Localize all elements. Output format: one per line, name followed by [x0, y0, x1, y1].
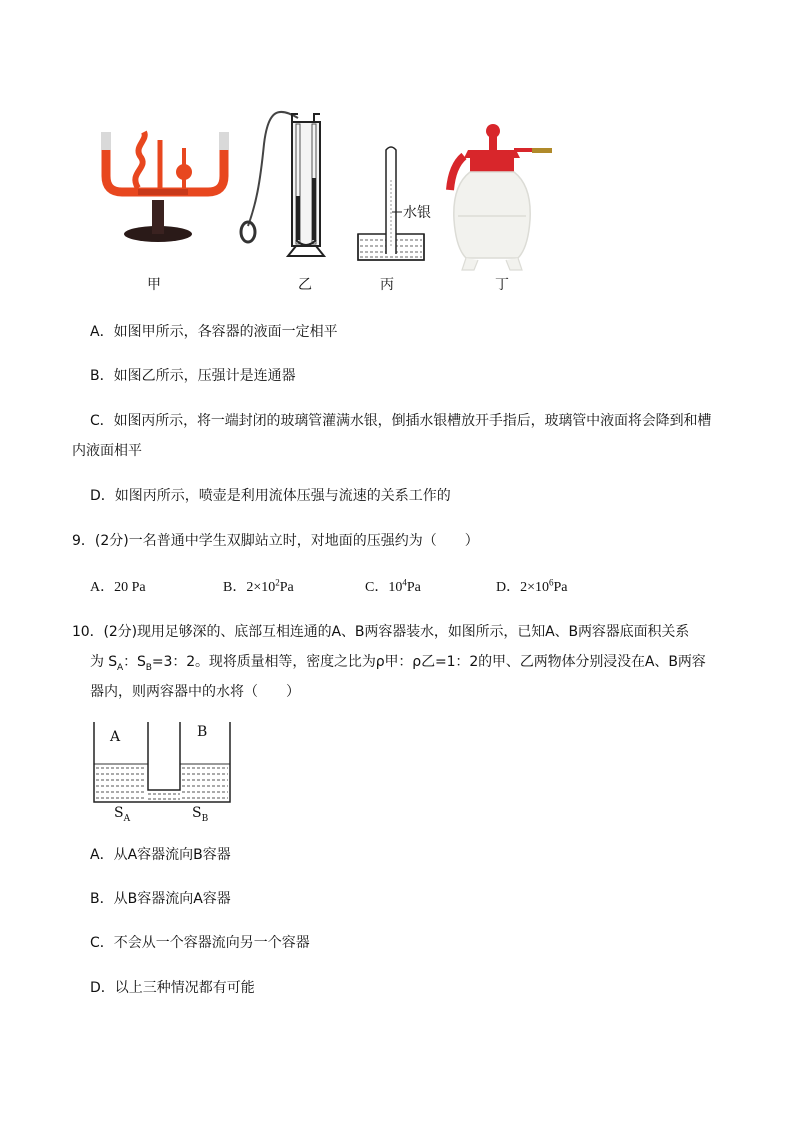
q9-option-c: C．$10^4Pa$ [365, 577, 421, 595]
q8-option-c-line2: 内液面相平 [72, 443, 142, 459]
q8-option-b: B．如图乙所示，压强计是连通器 [90, 368, 296, 384]
q9-option-b: B．$2\times 10^2Pa$ [223, 577, 294, 595]
container-a-label: A [110, 729, 121, 745]
spray-bottle-figure [444, 124, 554, 272]
q10-option-b: B．从B容器流向A容器 [90, 891, 231, 907]
container-b-label: B [197, 724, 208, 740]
q9-option-d: D．$2\times 10^6Pa$ [496, 577, 568, 595]
figure-caption-jia: 甲 [147, 277, 161, 293]
q10-stem-line3: 器内，则两容器中的水将（ ） [90, 684, 300, 700]
q10-option-c: C．不会从一个容器流向另一个容器 [90, 935, 310, 951]
q9-option-a: A．20 Pa [90, 580, 146, 595]
q10-option-d: D．以上三种情况都有可能 [90, 980, 255, 996]
figure-caption-bing: 丙 [380, 277, 394, 293]
area-sa-label: $S_A$ [114, 805, 131, 824]
area-sb-label: $S_B$ [192, 805, 209, 824]
q10-stem-line2: 为 $S_A$：$S_B=3$：2。现将质量相等，密度之比为ρ甲：ρ乙=1：2的甲、乙两物体分别浸没在A、B两容 [90, 654, 706, 673]
q9-stem: 9．(2分)一名普通中学生双脚站立时，对地面的压强约为（ ） [72, 533, 479, 549]
figure-caption-ding: 丁 [495, 277, 509, 293]
figure-caption-yi: 乙 [298, 277, 312, 293]
q8-option-a: A．如图甲所示，各容器的液面一定相平 [90, 324, 338, 340]
q8-option-c-line1: C．如图丙所示，将一端封闭的玻璃管灌满水银，倒插水银槽放开手指后，玻璃管中液面将会降到和槽 [90, 413, 712, 429]
q10-stem-line1: 10．(2分)现用足够深的、底部互相连通的A、B两容器装水，如图所示，已知A、B两容器底面积关系 [72, 624, 690, 640]
mercury-label: 水银 [403, 205, 431, 221]
connected-vessels-figure [98, 128, 238, 246]
q8-option-d: D．如图丙所示，喷壶是利用流体压强与流速的关系工作的 [90, 488, 451, 504]
pressure-gauge-figure [238, 104, 338, 260]
q10-option-a: A．从A容器流向B容器 [90, 847, 231, 863]
